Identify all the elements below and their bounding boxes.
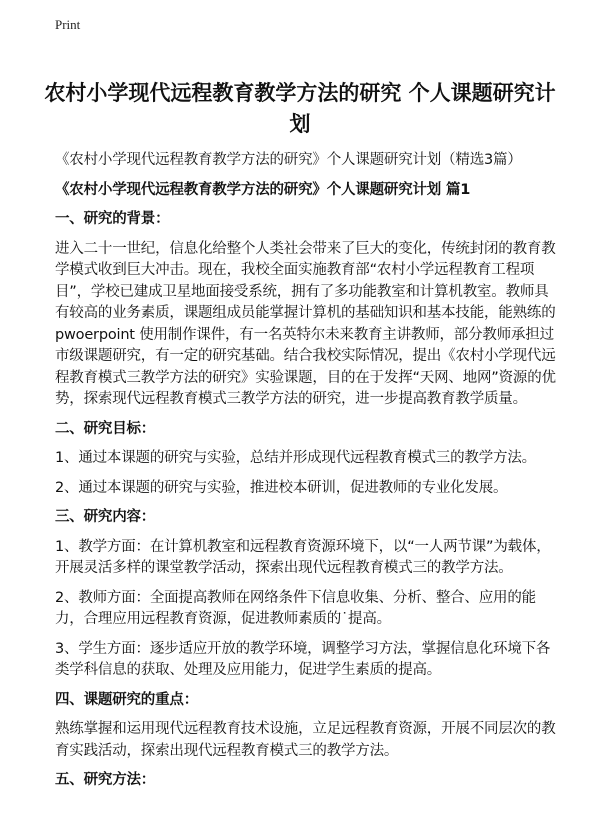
- paragraph: 2、通过本课题的研究与实验，推进校本研训，促进教师的专业化发展。: [55, 479, 508, 496]
- subtitle: 《农村小学现代远程教育教学方法的研究》个人课题研究计划（精选3篇）: [55, 152, 522, 168]
- print-link[interactable]: Print: [55, 17, 81, 32]
- paragraph: 3、学生方面：逐步适应开放的教学环境，调整学习方法，掌握信息化环境下各类学科信息的获取、处理及应用能力，促进学生素质的提高。: [55, 640, 551, 678]
- paragraph: 2、教师方面：全面提高教师在网络条件下信息收集、分析、整合、应用的能力，合理应用远程教育资源，促进教师素质的˙提高。: [55, 589, 536, 627]
- paragraph: 1、通过本课题的研究与实验，总结并形成现代远程教育模式三的教学方法。: [55, 450, 536, 466]
- section-heading-goals: 二、研究目标：: [55, 420, 156, 437]
- section-heading-methods: 五、研究方法：: [55, 772, 156, 788]
- article-heading: 《农村小学现代远程教育教学方法的研究》个人课题研究计划 篇1: [55, 181, 471, 198]
- paragraph: 进入二十一世纪，信息化给整个人类社会带来了巨大的变化，传统封闭的教育教学模式收到巨大冲击。现在，我校全面实施教育部“农村小学远程教育工程项目”，学校已建成卫星地面接受系统，拥有了多功能教室和计算机教室。教师具有较高的业务素质，课题组成员能掌握计算机的基础知识和基本技能，能熟练的pwoerpoint 使用制作课件，有一名英特尔未来教育主讲教师，部分教师承担过市级课题研究，有一定的研究基础。结合我校实际情况，提出《农村小学现代远程教育模式三教学方法的研究》实验课题，目的在于发挥“天网、地网”资源的优势，探索现代远程教育模式三教学方法的研究，进一步提高教育教学质量。: [55, 240, 556, 407]
- section-heading-background: 一、研究的背景：: [55, 211, 170, 227]
- section-heading-content: 三、研究内容：: [55, 509, 156, 525]
- document-title: 农村小学现代远程教育教学方法的研究 个人课题研究计划: [44, 81, 556, 136]
- paragraph: 1、教学方面：在计算机教室和远程教育资源环境下，以“一人两节课”为载体，开展灵活多样的课堂教学活动，探索出现代远程教育模式三的教学方法。: [55, 538, 551, 576]
- section-heading-focus: 四、课题研究的重点：: [55, 691, 198, 708]
- paragraph: 熟练掌握和运用现代远程教育技术设施，立足远程教育资源，开展不同层次的教育实践活动，探索出现代远程教育模式三的教学方法。: [55, 721, 556, 759]
